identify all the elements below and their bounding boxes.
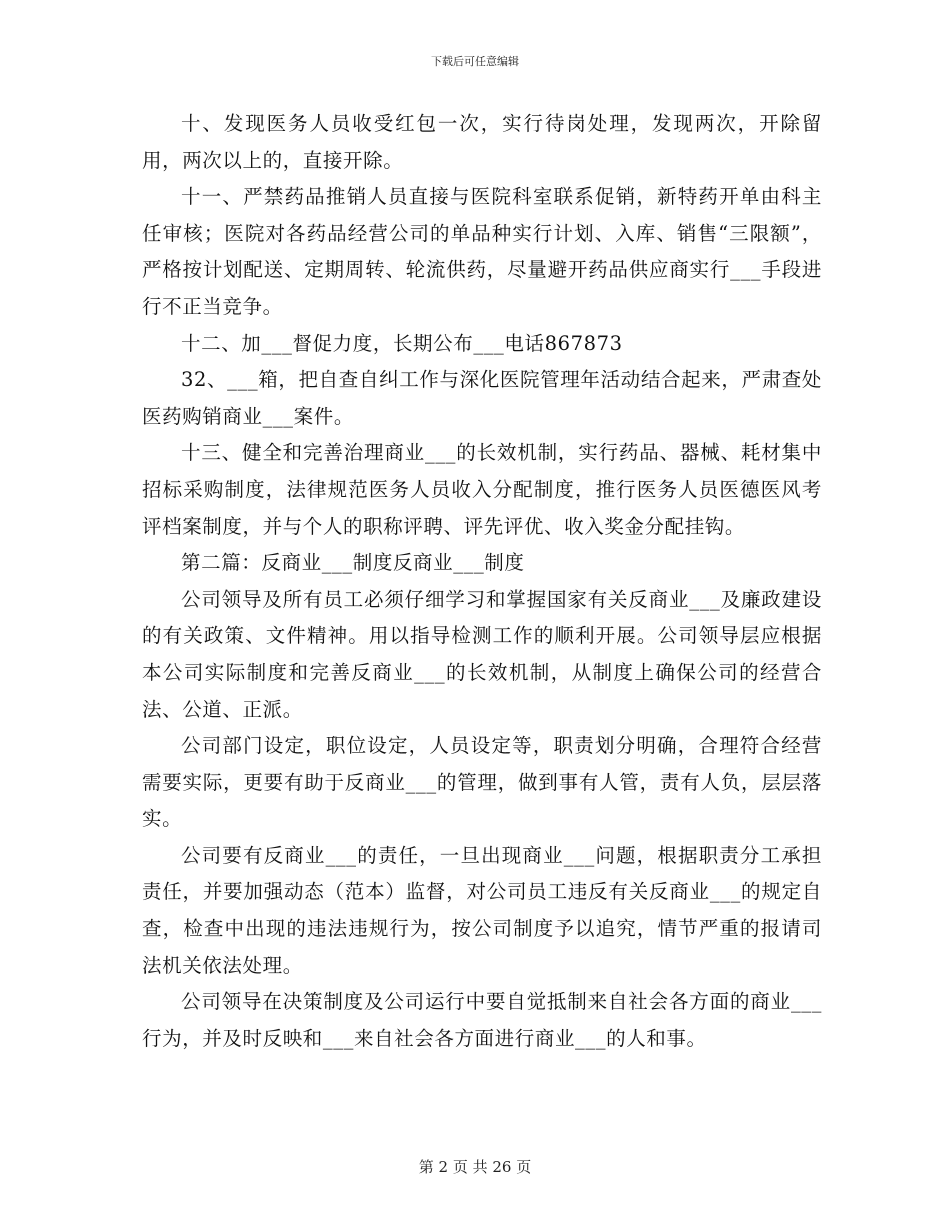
page-header-note: 下载后可任意编辑	[431, 55, 519, 68]
paragraph-eleven: 十一、严禁药品推销人员直接与医院科室联系促销，新特药开单由科主任审核；医院对各药品经营公司的单品种实行计划、入库、销售“三限额”，严格按计划配送、定期周转、轮流供药，尽量避开药品供应商实行___手段进行不正当竞争。	[142, 185, 822, 318]
paragraph-thirty-two: 32、___箱，把自查自纠工作与深化医院管理年活动结合起来，严肃查处医药购销商业___案件。	[142, 368, 822, 428]
paragraph-responsibility: 公司要有反商业___的责任，一旦出现商业___问题，根据职责分工承担责任，并要加强动态（范本）监督，对公司员工违反有关反商业___的规定自查，检查中出现的违法违规行为，按公司制度予以追究，情节严重的报请司法机关依法处理。	[142, 843, 822, 977]
paragraph-decision-making: 公司领导在决策制度及公司运行中要自觉抵制来自社会各方面的商业___行为，并及时反映和___来自社会各方面进行商业___的人和事。	[142, 990, 822, 1050]
paragraph-thirteen: 十三、健全和完善治理商业___的长效机制，实行药品、器械、耗材集中招标采购制度，法律规范医务人员收入分配制度，推行医务人员医德医风考评档案制度，并与个人的职称评聘、评先评优、收入奖金分配挂钩。	[142, 441, 822, 538]
page-number-footer: 第 2 页 共 26 页	[418, 1158, 532, 1176]
paragraph-ten: 十、发现医务人员收受红包一次，实行待岗处理，发现两次，开除留用，两次以上的，直接开除。	[142, 112, 822, 172]
section-title-part-two: 第二篇：反商业___制度反商业___制度	[181, 551, 525, 575]
paragraph-twelve: 十二、加___督促力度，长期公布___电话867873	[181, 331, 623, 355]
document-body	[142, 106, 822, 1057]
paragraph-company-leaders: 公司领导及所有员工必须仔细学习和掌握国家有关反商业___及廉政建设的有关政策、文件精神。用以指导检测工作的顺利开展。公司领导层应根据本公司实际制度和完善反商业___的长效机制，从制度上确保公司的经营合法、公道、正派。	[142, 587, 822, 721]
paragraph-department-setup: 公司部门设定，职位设定，人员设定等，职责划分明确，合理符合经营需要实际，更要有助于反商业___的管理，做到事有人管，责有人负，层层落实。	[142, 734, 822, 831]
